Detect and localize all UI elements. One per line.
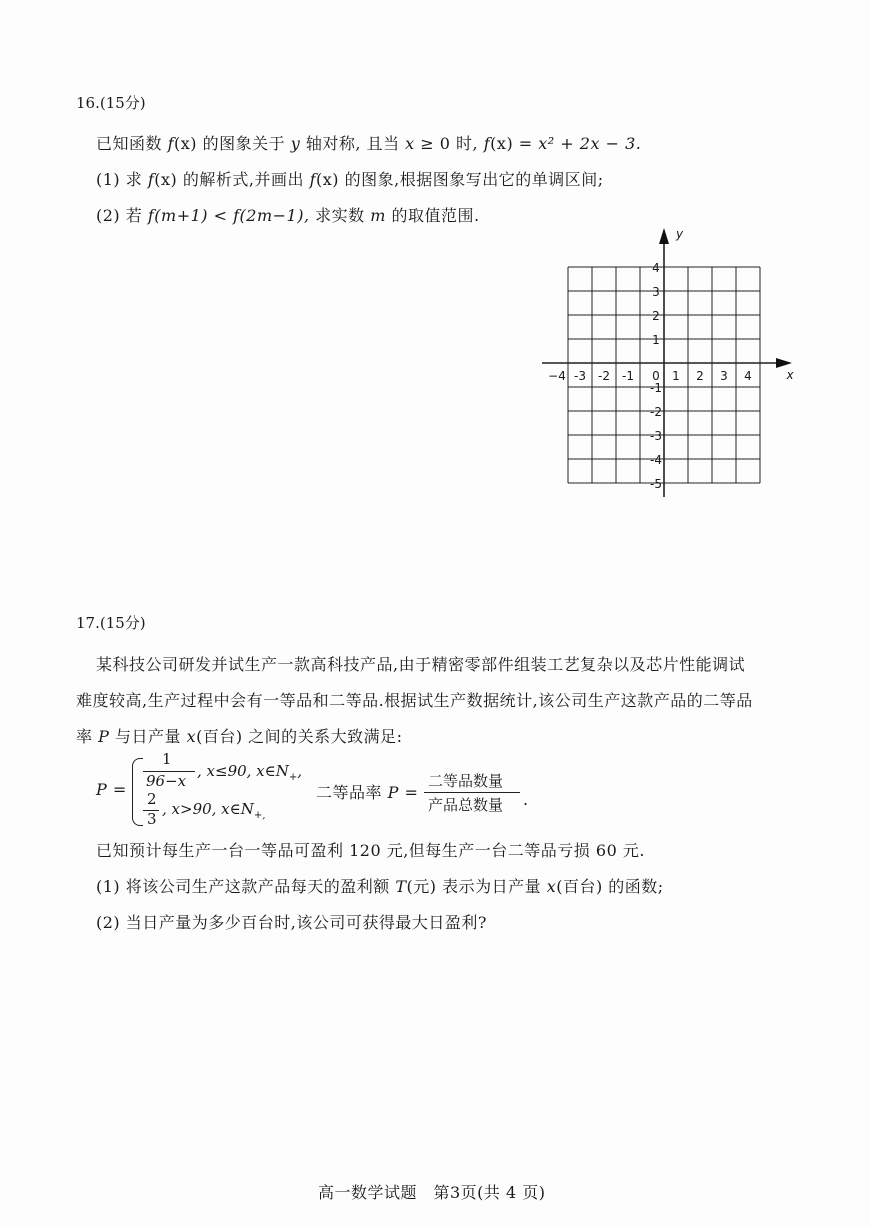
q16-stem-c: 轴对称, 且当 xyxy=(305,134,400,153)
q17-T-var: T xyxy=(395,877,407,896)
y-tick-label: -4 xyxy=(650,453,662,467)
q16-x-var: x xyxy=(405,134,415,153)
q16-f: f xyxy=(167,134,175,153)
q16-p1-c: 的图象,根据图象写出它的单调区间; xyxy=(344,170,604,189)
x-tick-label: −4 xyxy=(548,369,566,383)
case2-num: 2 xyxy=(147,790,157,808)
y-tick-label: -2 xyxy=(650,405,662,419)
x-tick-label: 1 xyxy=(672,369,680,383)
case1-cond-text: , x≤90, x∈N xyxy=(197,762,289,780)
def-P: P = xyxy=(387,783,419,802)
def-den: 产品总数量 xyxy=(428,796,504,814)
q16-cond: ≥ 0 时, xyxy=(420,134,479,153)
q17-line3 xyxy=(76,724,403,747)
piecewise-brace xyxy=(132,758,143,826)
q16-p2-f: f xyxy=(147,206,155,225)
case1-den: 96−x xyxy=(146,772,187,790)
q16-p1-arg: (x) xyxy=(154,170,178,189)
x-tick-label: -1 xyxy=(622,369,634,383)
case1-num: 1 xyxy=(162,750,172,768)
y-axis-arrow xyxy=(659,228,669,244)
page-footer: 高一数学试题 第3页(共 4 页) xyxy=(318,1183,546,1202)
x-axis-label: x xyxy=(786,368,794,382)
q16-p2-rhs: (2m−1), xyxy=(239,206,310,225)
x-tick-label: 3 xyxy=(720,369,728,383)
q16-header: 16.(15分) xyxy=(76,94,146,112)
x-tick-label: 4 xyxy=(744,369,752,383)
formula-lhs: P = xyxy=(96,780,127,799)
q17-line3-c: (百台) 之间的关系大致满足: xyxy=(196,727,403,746)
q17-p1-x: x xyxy=(546,877,557,896)
y-axis-label: y xyxy=(676,227,684,241)
q16-m-var: m xyxy=(370,206,386,225)
q17-P-var: P xyxy=(98,727,110,746)
def-a: 二等品率 xyxy=(316,783,383,802)
y-tick-label: 3 xyxy=(652,285,660,299)
q17-p1-a: (1) 将该公司生产这款产品每天的盈利额 xyxy=(96,877,390,896)
q16-x-arg: (x) xyxy=(174,134,198,153)
def-end: . xyxy=(523,790,529,809)
case2-cond-text: , x>90, x∈N xyxy=(162,800,254,818)
q16-y-var: y xyxy=(290,134,301,153)
x-tick-label: 0 xyxy=(652,369,660,383)
x-axis-arrow xyxy=(776,358,792,368)
q16-x-arg-2: (x) xyxy=(490,134,514,153)
q16-f-2: f xyxy=(483,134,491,153)
y-tick-label: 4 xyxy=(652,261,660,275)
q17-line3-a: 率 xyxy=(76,727,93,746)
q16-p1-a: (1) 求 xyxy=(96,170,143,189)
q17-header: 17.(15分) xyxy=(76,614,146,632)
q16-p2-c: 的取值范围. xyxy=(391,206,480,225)
q16-p1-arg2: (x) xyxy=(316,170,340,189)
case2-cond xyxy=(162,800,265,821)
y-tick-label: -3 xyxy=(650,429,662,443)
q17-line4: 已知预计每生产一台一等品可盈利 120 元,但每生产一台二等品亏损 60 元. xyxy=(96,841,645,860)
definition xyxy=(316,780,418,803)
q17-p1-c: (百台) 的函数; xyxy=(556,877,664,896)
def-frac-bar xyxy=(424,792,520,793)
q16-p1-b: 的解析式,并画出 xyxy=(182,170,304,189)
y-tick-label: 1 xyxy=(652,333,660,347)
q16-p2-f2: f xyxy=(233,206,240,225)
x-tick-label: 2 xyxy=(696,369,704,383)
q16-stem-b: 的图象关于 xyxy=(202,134,286,153)
y-tick-label: -5 xyxy=(650,477,662,491)
q16-eq-rhs: = x² + 2x − 3. xyxy=(518,134,642,153)
q16-stem-a: 已知函数 xyxy=(96,134,163,153)
q17-part1 xyxy=(96,874,664,897)
q17-part2: (2) 当日产量为多少百台时,该公司可获得最大日盈利? xyxy=(96,913,487,932)
q16-p1-f: f xyxy=(147,170,155,189)
y-tick-label: -1 xyxy=(650,381,662,395)
q17-line1: 某科技公司研发并试生产一款高科技产品,由于精密零部件组装工艺复杂以及芯片性能调试 xyxy=(96,655,746,674)
q17-p1-b: (元) 表示为日产量 xyxy=(406,877,542,896)
case2-sub: +, xyxy=(253,810,266,821)
axes xyxy=(542,228,792,497)
case2-den: 3 xyxy=(147,810,157,828)
case1-sub: + xyxy=(288,772,298,783)
q16-p2-b: 求实数 xyxy=(315,206,365,225)
y-tick-label: 2 xyxy=(652,309,660,323)
q17-x-var: x xyxy=(186,727,197,746)
q16-p1-f2: f xyxy=(309,170,316,189)
def-num: 二等品数量 xyxy=(428,772,504,790)
q16-p2-ineq: (m+1) < xyxy=(154,206,228,225)
x-tick-label: -2 xyxy=(598,369,610,383)
q17-line2: 难度较高,生产过程中会有一等品和二等品.根据试生产数据统计,该公司生产这款产品的二等品 xyxy=(76,691,753,710)
q16-p2-a: (2) 若 xyxy=(96,206,143,225)
x-tick-label: -3 xyxy=(574,369,586,383)
q17-line3-b: 与日产量 xyxy=(114,727,181,746)
case1-tail: , xyxy=(297,762,303,780)
case1-cond xyxy=(197,762,302,783)
